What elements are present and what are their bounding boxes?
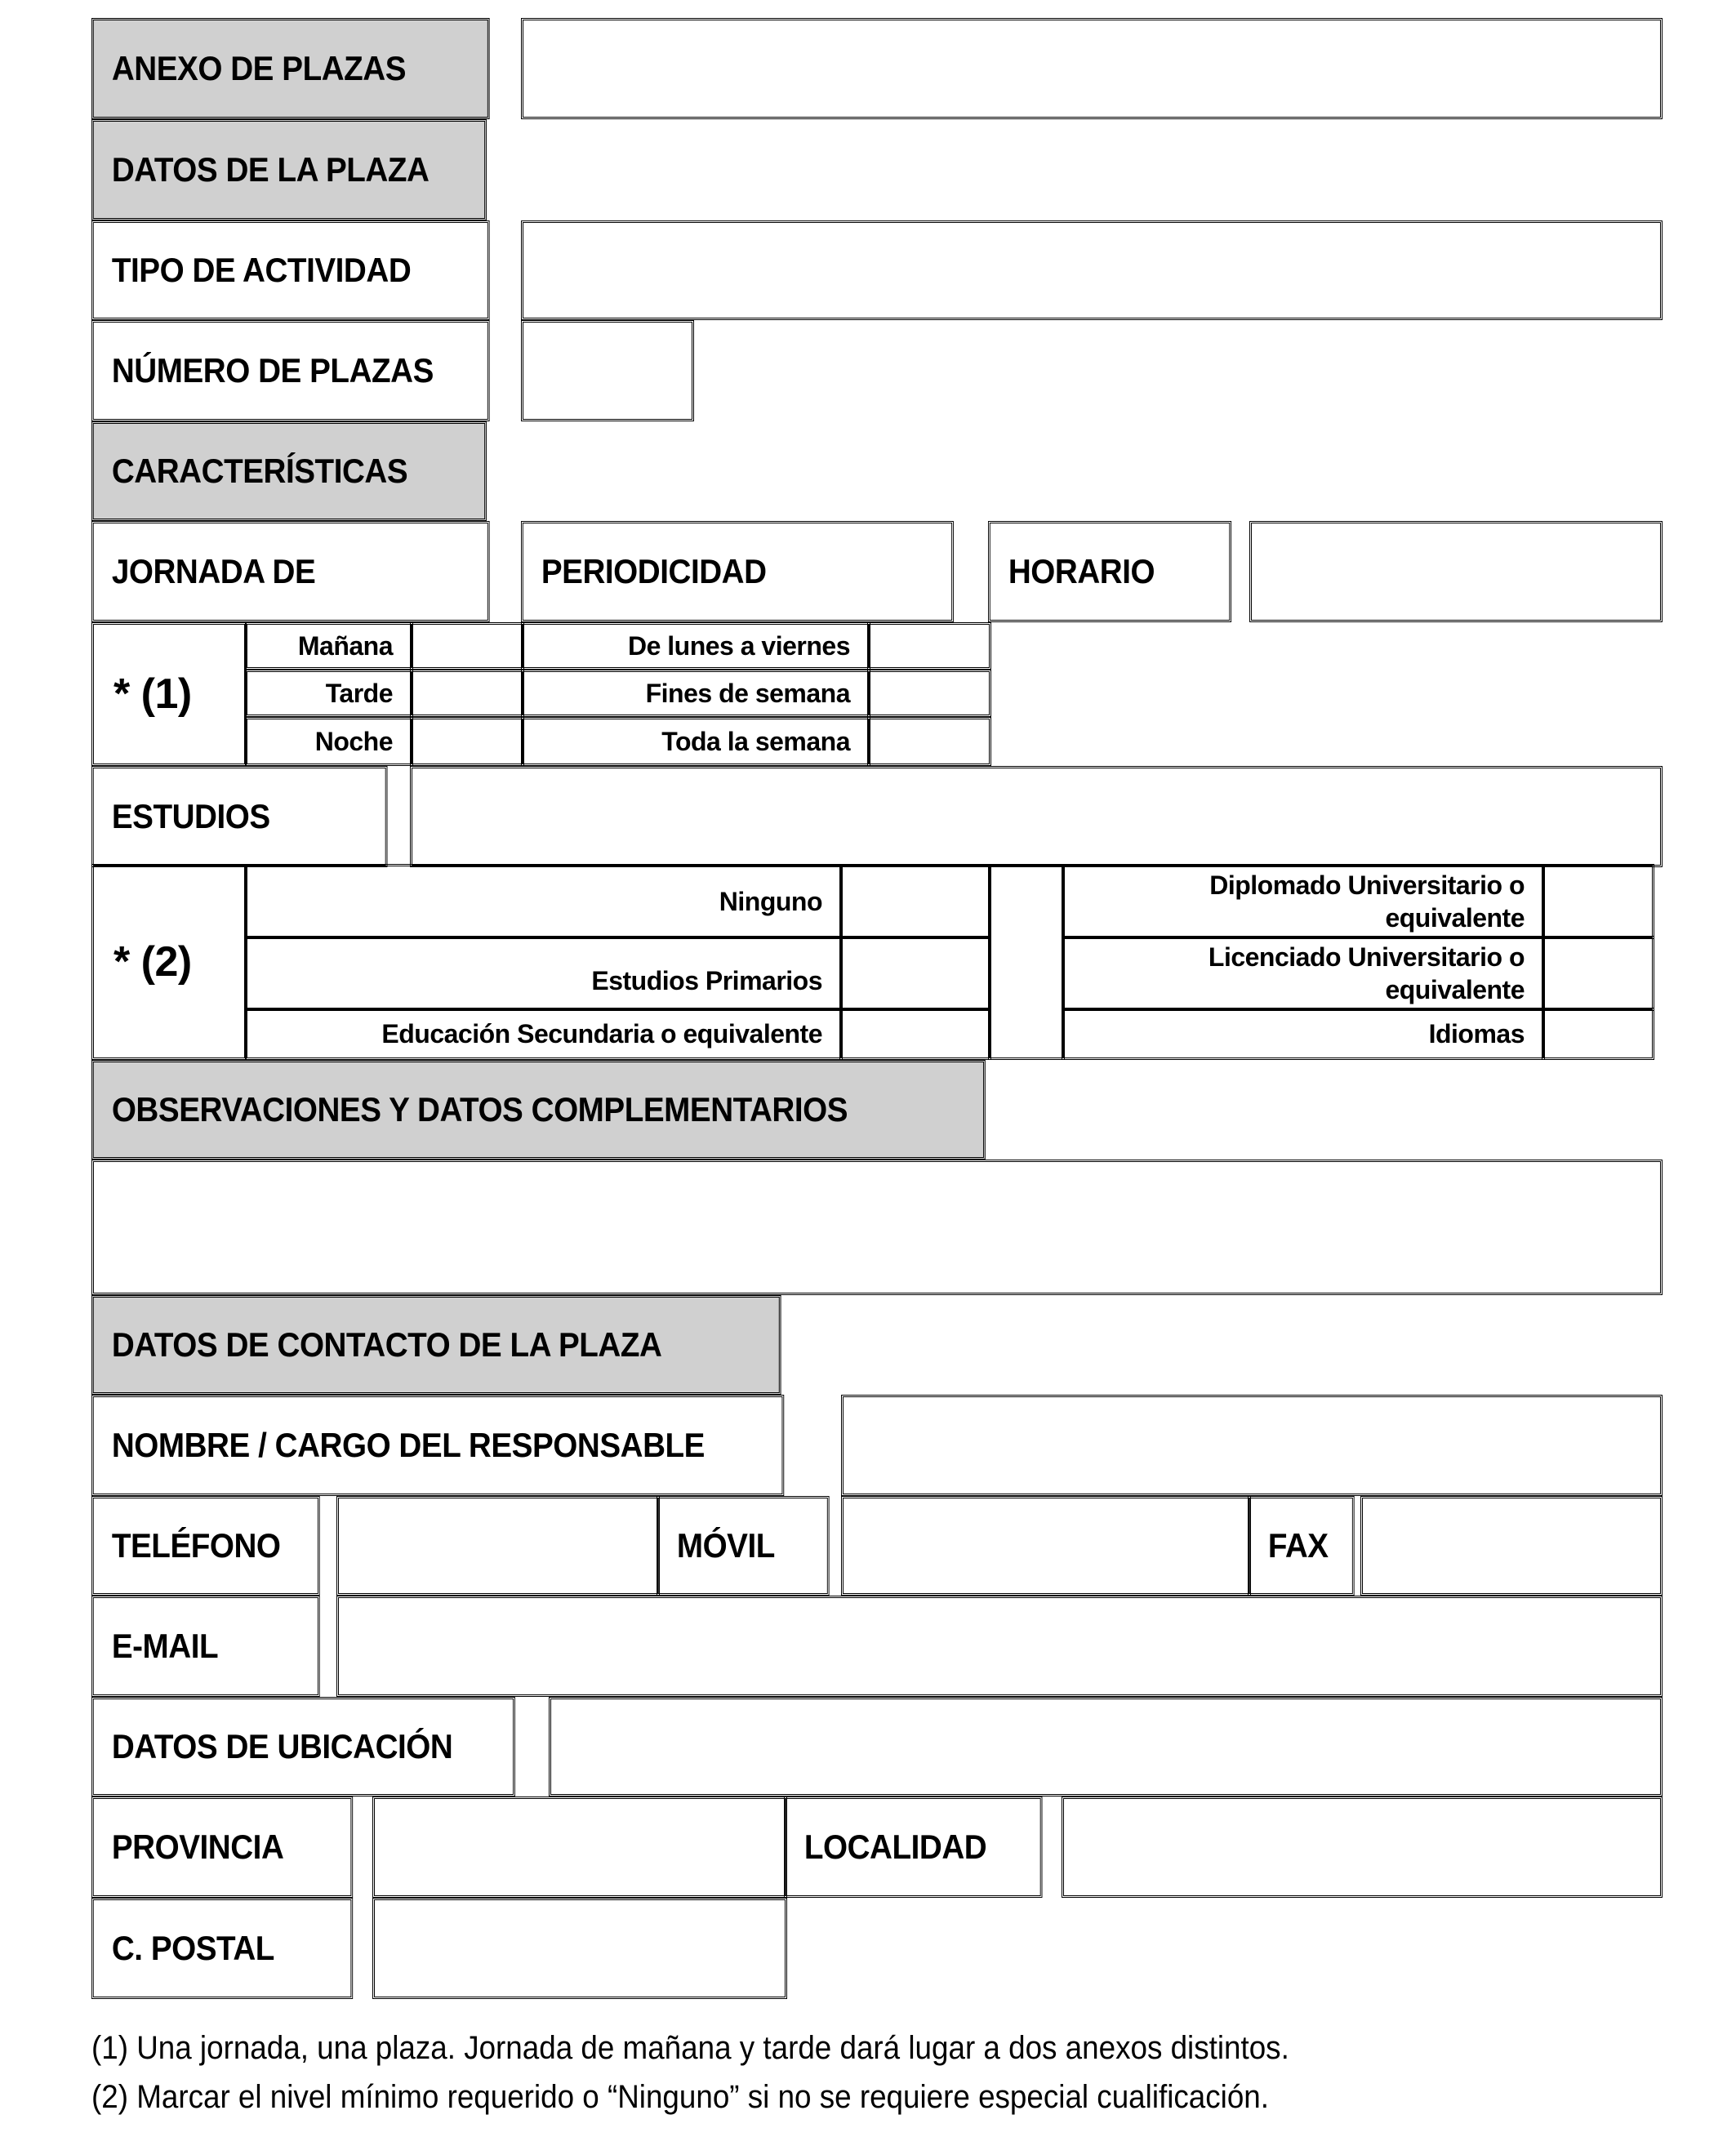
estudios-checkbox[interactable]	[1542, 864, 1654, 939]
estudios-label: ESTUDIOS	[91, 766, 387, 867]
fax-field[interactable]	[1360, 1496, 1663, 1596]
estudios-checkbox[interactable]	[839, 936, 991, 1011]
periodicidad-option-label: De lunes a viernes	[521, 622, 870, 670]
estudios-checkbox[interactable]	[1542, 1008, 1654, 1060]
caracteristicas-label: CARACTERÍSTICAS	[91, 421, 487, 521]
cpostal-label: C. POSTAL	[91, 1898, 353, 1999]
jornada-mark: * (1)	[91, 622, 247, 766]
cpostal-field[interactable]	[372, 1898, 787, 1999]
tipo-actividad-field[interactable]	[521, 220, 1663, 320]
periodicidad-label: PERIODICIDAD	[521, 521, 954, 622]
email-label: E-MAIL	[91, 1596, 320, 1697]
numero-plazas-field[interactable]	[521, 320, 694, 421]
provincia-label: PROVINCIA	[91, 1796, 353, 1898]
estudios-checkbox[interactable]	[839, 864, 991, 939]
jornada-label: JORNADA DE	[91, 521, 490, 622]
fax-label: FAX	[1248, 1496, 1355, 1596]
estudios-separator-cell	[988, 864, 1065, 1060]
estudios-field[interactable]	[410, 766, 1663, 867]
estudios-option-label: Idiomas	[1062, 1008, 1545, 1060]
datos-ubicacion-field[interactable]	[549, 1697, 1663, 1796]
datos-ubicacion-label: DATOS DE UBICACIÓN	[91, 1697, 515, 1796]
jornada-checkbox[interactable]	[410, 622, 524, 670]
nombre-cargo-field[interactable]	[841, 1395, 1663, 1496]
periodicidad-checkbox[interactable]	[867, 670, 991, 717]
estudios-checkbox[interactable]	[839, 1008, 991, 1060]
estudios-mark: * (2)	[91, 864, 247, 1060]
jornada-option-label: Mañana	[245, 622, 413, 670]
provincia-field[interactable]	[372, 1796, 787, 1898]
anexo-label: ANEXO DE PLAZAS	[91, 18, 490, 119]
estudios-option-label: Educación Secundaria o equivalente	[245, 1008, 843, 1060]
estudios-option-label: Ninguno	[245, 864, 843, 939]
estudios-checkbox[interactable]	[1542, 936, 1654, 1011]
estudios-option-label: Estudios Primarios	[245, 936, 843, 1011]
localidad-label: LOCALIDAD	[784, 1796, 1042, 1898]
jornada-checkbox[interactable]	[410, 670, 524, 717]
jornada-checkbox[interactable]	[410, 717, 524, 766]
observaciones-label: OBSERVACIONES Y DATOS COMPLEMENTARIOS	[91, 1060, 986, 1160]
datos-contacto-label: DATOS DE CONTACTO DE LA PLAZA	[91, 1295, 781, 1395]
jornada-option-label: Tarde	[245, 670, 413, 717]
footnote-1: (1) Una jornada, una plaza. Jornada de mañana y tarde dará lugar a dos anexos distintos.	[91, 2030, 1289, 2066]
movil-label: MÓVIL	[657, 1496, 830, 1596]
email-field[interactable]	[336, 1596, 1663, 1697]
tipo-actividad-label: TIPO DE ACTIVIDAD	[91, 220, 490, 320]
telefono-label: TELÉFONO	[91, 1496, 320, 1596]
localidad-field[interactable]	[1062, 1796, 1663, 1898]
nombre-cargo-label: NOMBRE / CARGO DEL RESPONSABLE	[91, 1395, 784, 1496]
jornada-option-label: Noche	[245, 717, 413, 766]
footnote-2: (2) Marcar el nivel mínimo requerido o “Ninguno” si no se requiere especial cualificación.	[91, 2079, 1269, 2115]
numero-plazas-label: NÚMERO DE PLAZAS	[91, 320, 490, 421]
telefono-field[interactable]	[336, 1496, 660, 1596]
datos-plaza-label: DATOS DE LA PLAZA	[91, 119, 487, 220]
periodicidad-checkbox[interactable]	[867, 717, 991, 766]
periodicidad-option-label: Fines de semana	[521, 670, 870, 717]
horario-label: HORARIO	[988, 521, 1231, 622]
observaciones-field[interactable]	[91, 1160, 1663, 1295]
anexo-field[interactable]	[521, 18, 1663, 119]
periodicidad-option-label: Toda la semana	[521, 717, 870, 766]
movil-field[interactable]	[841, 1496, 1251, 1596]
periodicidad-checkbox[interactable]	[867, 622, 991, 670]
estudios-option-label: Diplomado Universitario o equivalente	[1062, 864, 1545, 939]
estudios-option-label: Licenciado Universitario o equivalente	[1062, 936, 1545, 1011]
horario-field[interactable]	[1249, 521, 1663, 622]
